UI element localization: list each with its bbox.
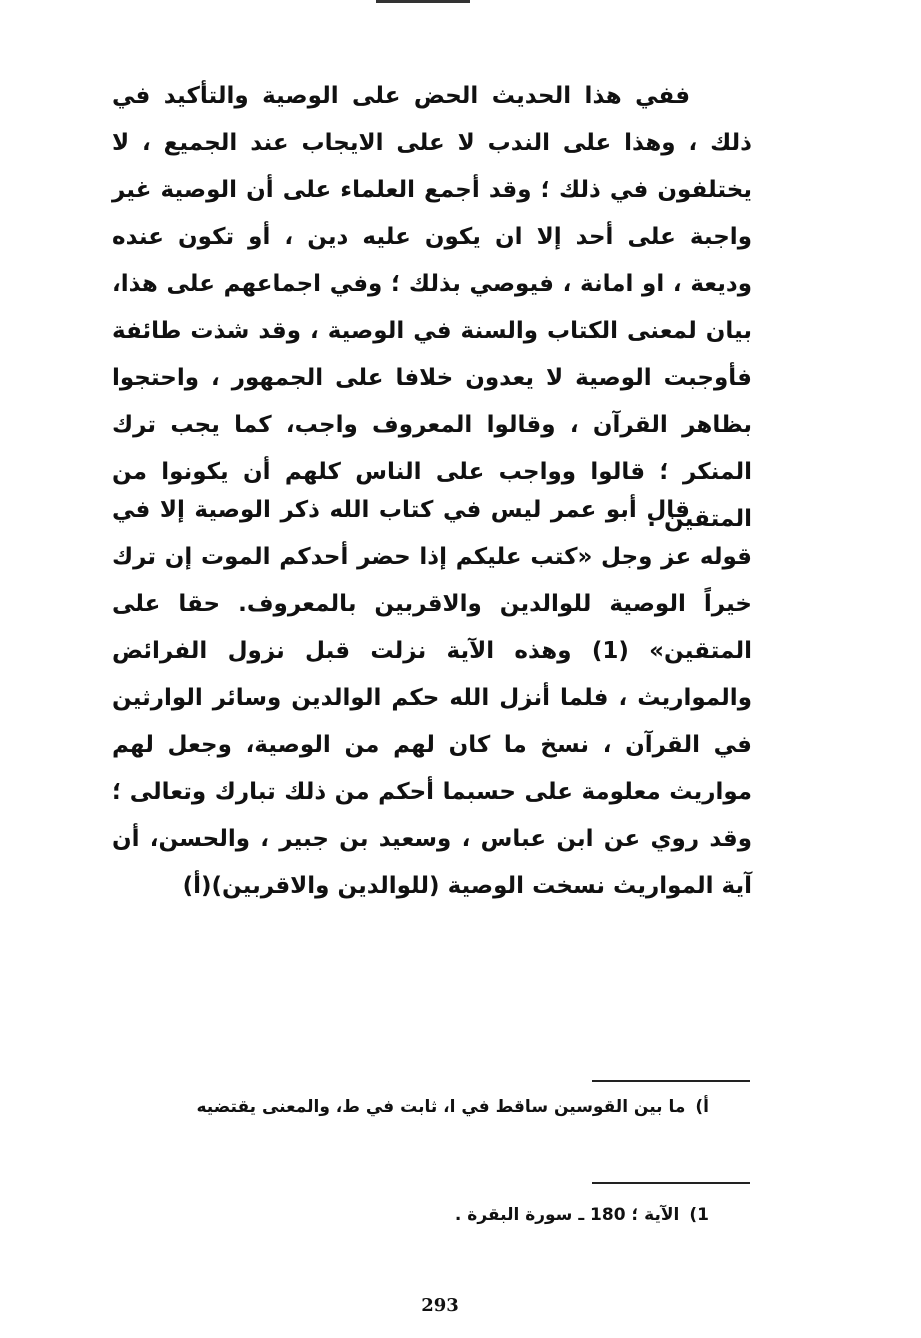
footnote-text: ما بين القوسين ساقط في ا، ثابت في ط، والمعنى يقتضيه (196, 1097, 686, 1117)
footnote-text: الآية ؛ 180 ـ سورة البقرة . (454, 1205, 680, 1225)
footnote-separator (592, 1080, 750, 1082)
body-paragraph-1 (112, 73, 752, 543)
footnote-reference (455, 1205, 709, 1225)
body-paragraph-2 (112, 487, 752, 910)
top-edge-rule (376, 0, 470, 3)
paragraph-text: ففي هذا الحديث الحض على الوصية والتأكيد في ذلك ، وهذا على الندب لا على الايجاب عند الجميع ، لا يختلفون في ذلك ؛ وقد أجمع العلماء على أن الوصية غير واجبة على أحد إلا ان يكون عليه دين ، أو تكون عنده وديعة ، او امانة ، فيوصي بذلك ؛ وفي اجماعهم على هذا، بيان لمعنى الكتاب والسنة في الوصية ، وقد شذت طائفة فأوجبت الوصية لا يعدون خلافا على الجمهور ، واحتجوا بظاهر القرآن ، وقالوا المعروف واجب، كما يجب ترك المنكر ؛ قالوا وواجب على الناس كلهم أن يكونوا من المتقين . (112, 83, 752, 532)
paragraph-text: قال أبو عمر ليس في كتاب الله ذكر الوصية إلا في قوله عز وجل «كتب عليكم إذا حضر أحدكم الموت إن ترك خيراً الوصية للوالدين والاقربين بالمعروف. حقا على المتقين» (1) وهذه الآية نزلت قبل نزول الفرائض والمواريث ، فلما أنزل الله حكم الوالدين وسائر الوارثين في القرآن ، نسخ ما كان لهم من الوصية، وجعل لهم مواريث معلومة على حسبما أحكم من ذلك تبارك وتعالى ؛ وقد روي عن ابن عباس ، وسعيد بن جبير ، والحسن، أن آية المواريث نسخت الوصية (للوالدين والاقربين)(أ) (112, 497, 752, 899)
footnote-marker: 1) (689, 1205, 709, 1225)
page-number: 293 (421, 1295, 459, 1316)
footnote-separator (592, 1182, 750, 1184)
footnote-critical (197, 1097, 710, 1117)
footnote-marker: أ) (695, 1097, 709, 1117)
